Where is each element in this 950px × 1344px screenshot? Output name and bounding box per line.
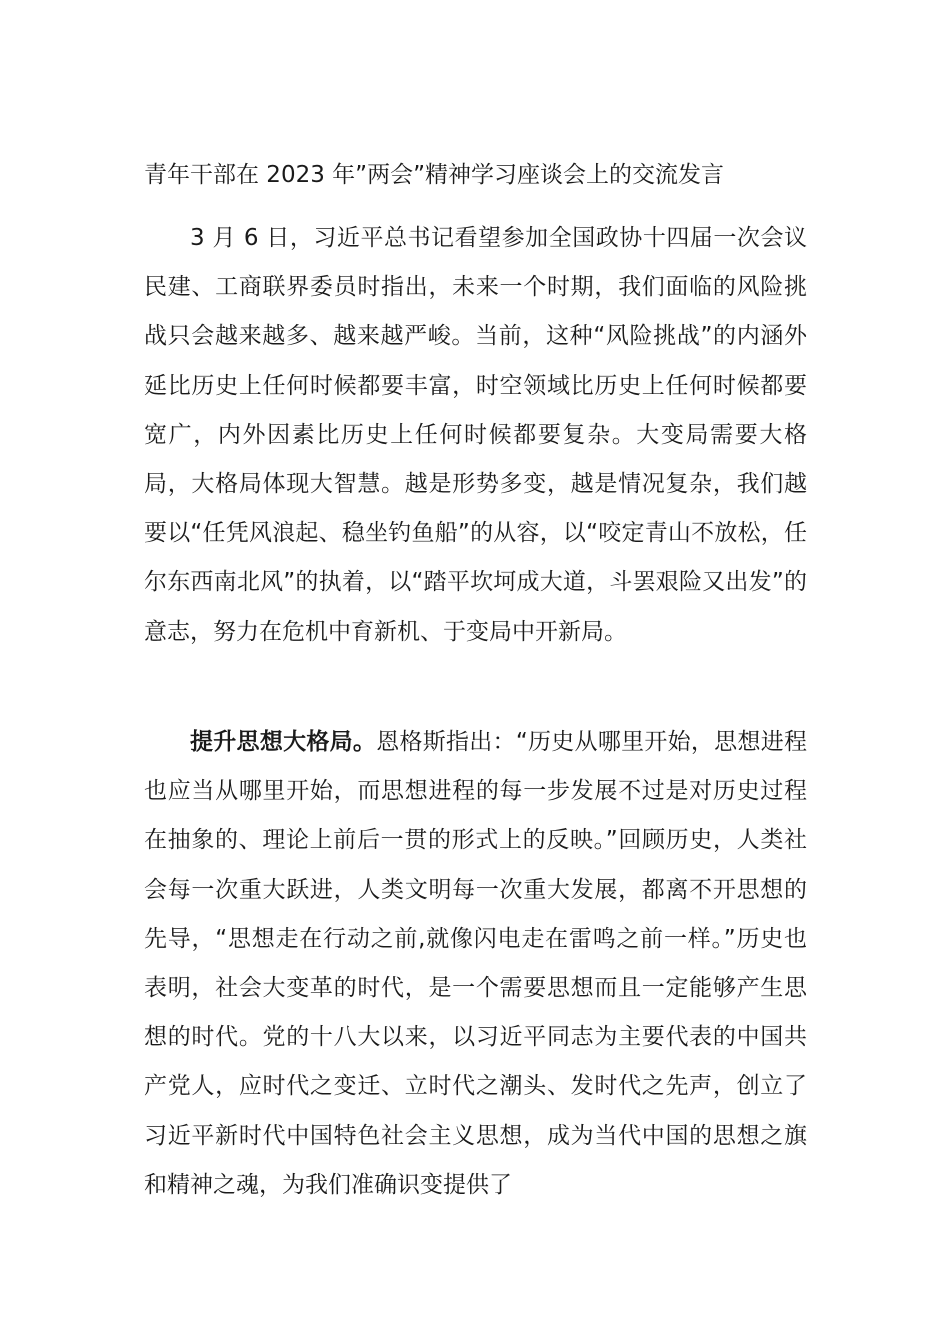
paragraph-text: 恩格斯指出：“历史从哪里开始，思想进程也应当从哪里开始，而思想进程的每一步发展不过是对历史过程在抽象的、理论上前后一贯的形式上的反映。”回顾历史，人类社会每一次重大跃进，人类文明每一次重大发展，都离不开思想的先导，“思想走在行动之前,就像闪电走在雷鸣之前一样。”历史也表明，社会大变革的时代，是一个需要思想而且一定能够产生思想的时代。党的十八大以来，以习近平同志为主要代表的中国共产党人，应时代之变迁、立时代之潮头、发时代之先声，创立了习近平新时代中国特色社会主义思想，成为当代中国的思想之旗和精神之魂，为我们准确识变提供了 xyxy=(144,729,808,1198)
paragraph-text: 3 月 6 日，习近平总书记看望参加全国政协十四届一次会议民建、工商联界委员时指出，未来一个时期，我们面临的风险挑战只会越来越多、越来越严峻。当前，这种“风险挑战”的内涵外延比历史上任何时候都要丰富，时空领域比历史上任何时候都要宽广，内外因素比历史上任何时候都要复杂。大变局需要大格局，大格局体现大智慧。越是形势多变，越是情况复杂，我们越要以“任凭风浪起、稳坐钓鱼船”的从容，以“咬定青山不放松，任尔东西南北风”的执着，以“踏平坎坷成大道，斗罢艰险又出发”的意志，努力在危机中育新机、于变局中开新局。 xyxy=(144,225,807,645)
paragraph xyxy=(144,214,807,657)
document-title: 青年干部在 2023 年”两会”精神学习座谈会上的交流发言 xyxy=(144,162,724,188)
paragraph xyxy=(144,718,807,1210)
paragraph-lead-heading: 提升思想大格局。 xyxy=(190,729,377,755)
